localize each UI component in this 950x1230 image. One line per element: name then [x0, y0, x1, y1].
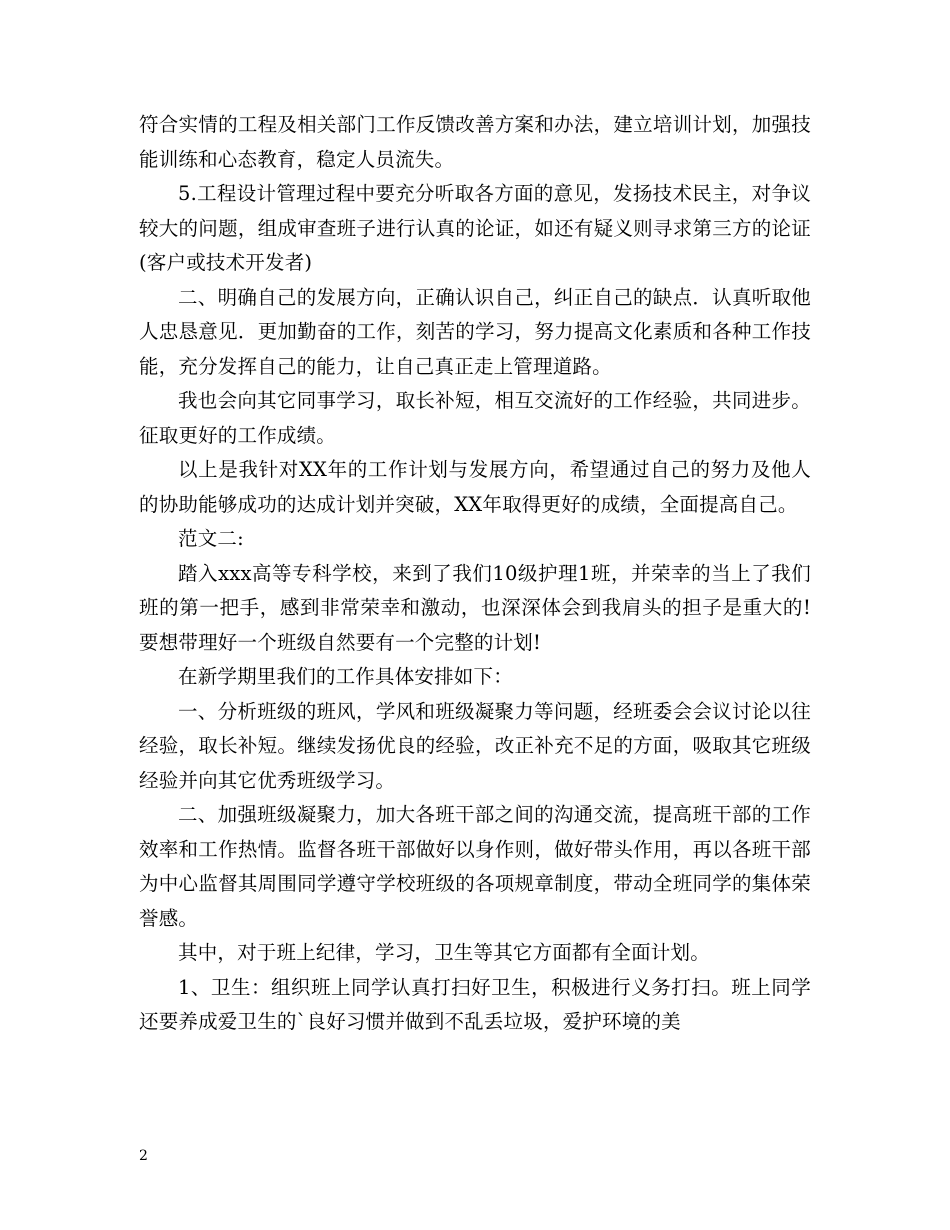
paragraph-5: 以上是我针对XX年的工作计划与发展方向，希望通过自己的努力及他人的协助能够成功的达成计划并突破，XX年取得更好的成绩，全面提高自己。	[139, 458, 811, 516]
paragraph-12: 1、卫生：组织班上同学认真打扫好卫生，积极进行义务打扫。班上同学还要养成爱卫生的`良好习惯并做到不乱丢垃圾，爱护环境的美	[139, 975, 811, 1033]
paragraph-4: 我也会向其它同事学习，取长补短，相互交流好的工作经验，共同进步。征取更好的工作成绩。	[139, 389, 811, 447]
paragraph-11: 其中，对于班上纪律，学习，卫生等其它方面都有全面计划。	[178, 941, 710, 964]
paragraph-9: 一、分析班级的班风，学风和班级凝聚力等问题，经班委会会议讨论以往经验，取长补短。继续发扬优良的经验，改正补充不足的方面，吸取其它班级经验并向其它优秀班级学习。	[139, 699, 811, 792]
document-body	[139, 108, 811, 1040]
paragraph-1: 符合实情的工程及相关部门工作反馈改善方案和办法，建立培训计划，加强技能训练和心态教育，稳定人员流失。	[139, 113, 811, 171]
page-number: 2	[139, 1148, 148, 1164]
paragraph-10: 二、加强班级凝聚力，加大各班干部之间的沟通交流，提高班干部的工作效率和工作热情。监督各班干部做好以身作则，做好带头作用，再以各班干部为中心监督其周围同学遵守学校班级的各项规章制度，带动全班同学的集体荣誉感。	[139, 803, 811, 930]
section-heading-sample-two: 范文二:	[178, 527, 244, 550]
paragraph-7: 踏入xxx高等专科学校，来到了我们10级护理1班，并荣幸的当上了我们班的第一把手，感到非常荣幸和激动，也深深体会到我肩头的担子是重大的!要想带理好一个班级自然要有一个完整的计划!	[139, 561, 811, 654]
paragraph-3: 二、明确自己的发展方向，正确认识自己，纠正自己的缺点．认真听取他人忠恳意见．更加勤奋的工作，刻苦的学习，努力提高文化素质和各种工作技能，充分发挥自己的能力，让自己真正走上管理道路。	[139, 285, 811, 378]
paragraph-8: 在新学期里我们的工作具体安排如下：	[178, 665, 513, 688]
paragraph-2: 5.工程设计管理过程中要充分听取各方面的意见，发扬技术民主，对争议较大的问题，组成审查班子进行认真的论证，如还有疑义则寻求第三方的论证(客户或技术开发者)	[139, 182, 811, 274]
